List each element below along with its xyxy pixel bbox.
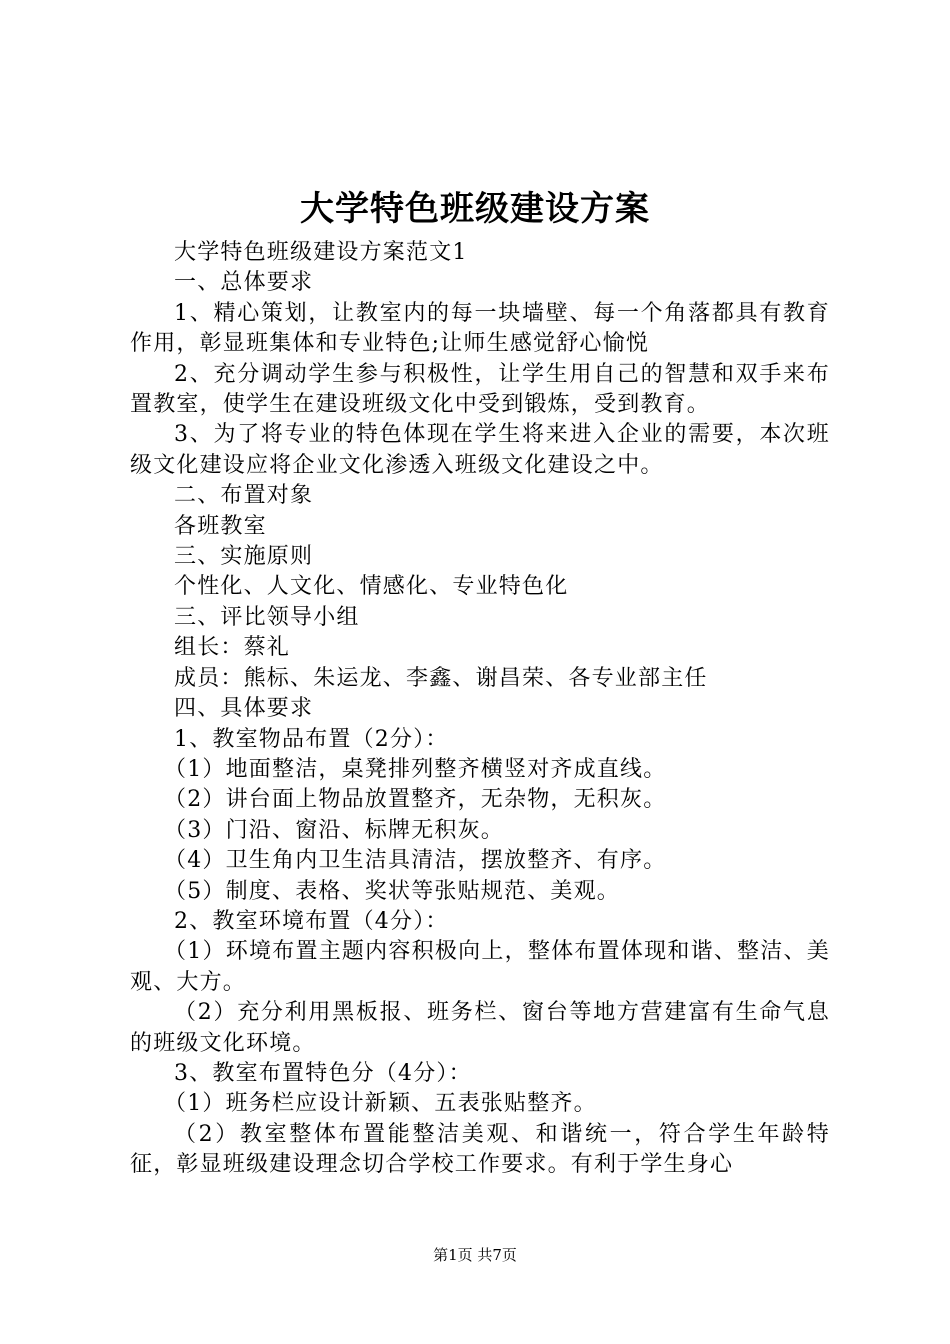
paragraph: 3、为了将专业的特色体现在学生将来进入企业的需要，本次班级文化建设应将企业文化渗透入班级文化建设之中。 [130, 422, 830, 478]
document-body [130, 238, 830, 1181]
list-item: （3）门沿、窗沿、标牌无积灰。 [164, 817, 504, 843]
section-heading: 二、布置对象 [174, 483, 314, 509]
paragraph: 1、精心策划，让教室内的每一块墙壁、每一个角落都具有教育作用，彰显班集体和专业特色;让师生感觉舒心愉悦 [130, 300, 830, 357]
list-item: （4）卫生角内卫生洁具清洁，摆放整齐、有序。 [164, 848, 667, 874]
list-item: （1）地面整洁，桌凳排列整齐横竖对齐成直线。 [164, 756, 667, 782]
list-item: （5）制度、表格、奖状等张贴规范、美观。 [164, 878, 620, 904]
section-heading: 一、总体要求 [174, 270, 314, 296]
paragraph: 2、教室环境布置（4分）： [174, 908, 449, 934]
list-item: （1）班务栏应设计新颖、五表张贴整齐。 [164, 1091, 597, 1117]
page-footer: 第1页 共7页 [433, 1246, 517, 1264]
section-heading: 三、实施原则 [174, 544, 314, 570]
list-item: （1）环境布置主题内容积极向上，整体布置体现和谐、整洁、美观、大方。 [130, 939, 830, 995]
list-item: （2）讲台面上物品放置整齐，无杂物，无积灰。 [164, 787, 667, 813]
list-item: （2）充分利用黑板报、班务栏、窗台等地方营建富有生命气息的班级文化环境。 [130, 1000, 830, 1056]
paragraph: 3、教室布置特色分（4分）： [174, 1060, 472, 1086]
paragraph: 个性化、人文化、情感化、专业特色化 [174, 574, 569, 600]
paragraph: 大学特色班级建设方案范文1 [174, 240, 468, 265]
paragraph: 组长：蔡礼 [174, 635, 291, 661]
section-heading: 三、评比领导小组 [174, 604, 360, 630]
paragraph: 1、教室物品布置（2分）： [174, 726, 449, 752]
paragraph: 各班教室 [174, 513, 267, 539]
paragraph: 成员：熊标、朱运龙、李鑫、谢昌荣、各专业部主任 [174, 665, 708, 691]
paragraph: 2、充分调动学生参与积极性，让学生用自己的智慧和双手来布置教室，使学生在建设班级文化中受到锻炼，受到教育。 [130, 361, 830, 418]
page-title: 大学特色班级建设方案 [300, 189, 650, 229]
list-item: （2）教室整体布置能整洁美观、和谐统一，符合学生年龄特征，彰显班级建设理念切合学校工作要求。有利于学生身心 [130, 1121, 830, 1178]
section-heading: 四、具体要求 [174, 696, 314, 722]
